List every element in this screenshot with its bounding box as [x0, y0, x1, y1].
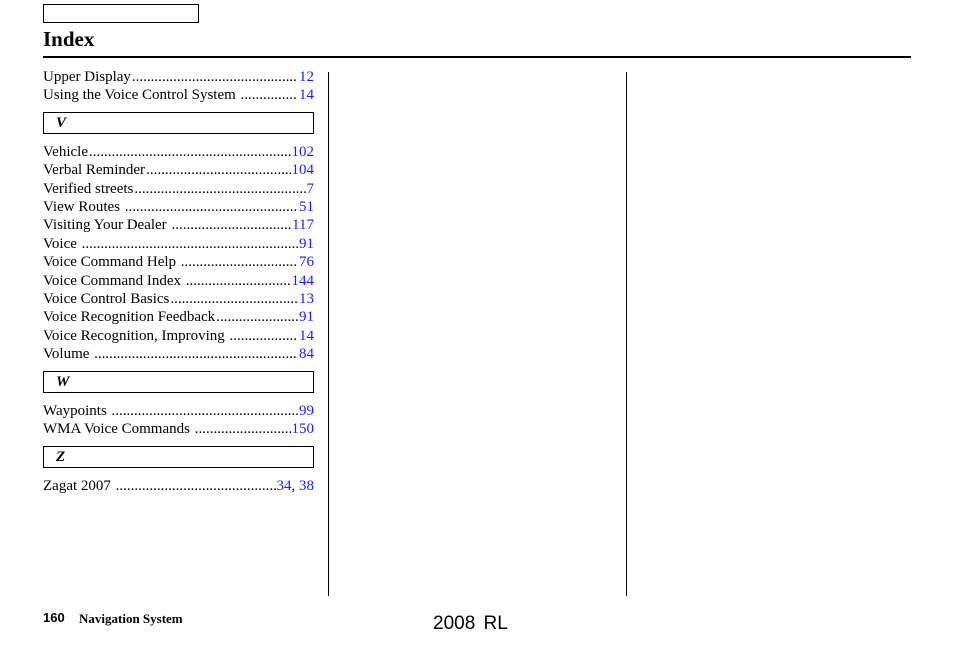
- index-term: Visiting Your Dealer: [43, 217, 171, 234]
- index-entry: [43, 402, 314, 420]
- column-divider-left: [328, 72, 329, 596]
- index-entry: [43, 161, 314, 179]
- index-entry: [43, 86, 314, 104]
- page-link[interactable]: 91: [299, 309, 314, 326]
- page-refs: [299, 345, 314, 363]
- index-term: Using the Voice Control System: [43, 87, 240, 104]
- index-entry: [43, 308, 314, 326]
- index-group: [43, 112, 314, 364]
- index-term: Upper Display: [43, 69, 131, 85]
- dot-leader: [186, 272, 291, 290]
- index-entry: [43, 477, 314, 495]
- page-refs: [299, 402, 314, 420]
- index-entry: [43, 327, 314, 345]
- dot-leader: [94, 345, 298, 363]
- footer-page-number: 160: [43, 610, 65, 625]
- page-refs: [307, 180, 315, 198]
- page-refs: [299, 327, 314, 345]
- page-refs: [277, 477, 315, 495]
- page-refs: [292, 143, 315, 161]
- dot-leader: [82, 235, 298, 253]
- dot-leader: [146, 161, 290, 179]
- index-entry: [43, 345, 314, 363]
- dot-leader: [89, 143, 291, 161]
- index-entry: [43, 216, 314, 234]
- page-link[interactable]: 51: [299, 199, 314, 216]
- index-term: WMA Voice Commands: [43, 421, 194, 438]
- index-entry: [43, 143, 314, 161]
- title-rule: [43, 56, 911, 58]
- page-refs: [299, 86, 314, 104]
- page-link[interactable]: 13: [299, 291, 314, 308]
- page-link[interactable]: 117: [292, 217, 314, 234]
- page-link[interactable]: 150: [291, 421, 314, 438]
- header-tab-box: [43, 4, 199, 23]
- page-link[interactable]: 14: [299, 87, 314, 104]
- index-term: Vehicle: [43, 143, 88, 160]
- page-refs: [299, 198, 314, 216]
- footer-section-name: Navigation System: [79, 611, 183, 626]
- letter-header: W: [43, 371, 314, 393]
- dot-leader: [125, 198, 298, 216]
- letter-header: V: [43, 112, 314, 134]
- dot-leader: [181, 253, 298, 271]
- index-term: Voice Recognition, Improving: [43, 327, 229, 344]
- page-link[interactable]: 14: [299, 327, 314, 344]
- index-term: Verbal Reminder: [43, 162, 146, 179]
- dot-leader: [216, 308, 298, 326]
- page-link[interactable]: 76: [299, 254, 314, 271]
- dot-leader: [134, 180, 305, 198]
- page-link[interactable]: 99: [299, 402, 314, 419]
- index-term: Volume: [43, 346, 94, 363]
- dot-leader: [112, 402, 298, 420]
- index-column: [43, 68, 314, 495]
- index-term: Zagat 2007: [43, 477, 115, 494]
- column-divider-right: [626, 72, 627, 596]
- page-link[interactable]: 144: [291, 272, 314, 289]
- index-group: [43, 446, 314, 495]
- index-term: Voice Control Basics: [43, 291, 170, 308]
- dot-leader: [195, 420, 291, 438]
- index-group: [43, 371, 314, 439]
- page-link[interactable]: 102: [291, 143, 314, 160]
- index-term: View Routes: [43, 199, 124, 216]
- index-entry: [43, 253, 314, 271]
- page-refs: [299, 68, 314, 86]
- page-refs: [292, 272, 315, 290]
- page-refs: [292, 420, 315, 438]
- page-separator: ,: [291, 477, 299, 494]
- index-entry: [43, 272, 314, 290]
- page-link[interactable]: 34: [276, 477, 292, 494]
- index-entry: [43, 420, 314, 438]
- dot-leader: [171, 216, 291, 234]
- index-term: Voice Command Index: [43, 272, 185, 289]
- page-link[interactable]: 104: [291, 162, 314, 179]
- index-entry: [43, 180, 314, 198]
- index-entry: [43, 290, 314, 308]
- dot-leader: [132, 68, 298, 86]
- page-link[interactable]: 91: [299, 235, 314, 252]
- page-link[interactable]: 7: [306, 180, 314, 197]
- page-refs: [292, 161, 315, 179]
- index-entry: [43, 235, 314, 253]
- index-group: [43, 68, 314, 105]
- page-refs: [299, 290, 314, 308]
- page-refs: [299, 235, 314, 253]
- page-link[interactable]: 84: [299, 346, 314, 363]
- page-title: Index: [43, 27, 95, 51]
- index-entry: [43, 198, 314, 216]
- index-term: Voice Command Help: [43, 254, 180, 271]
- index-term: Verified streets: [43, 180, 134, 197]
- page-refs: [299, 308, 314, 326]
- page-link[interactable]: 12: [299, 69, 314, 85]
- dot-leader: [116, 477, 276, 495]
- page-link[interactable]: 38: [299, 477, 314, 494]
- dot-leader: [170, 290, 298, 308]
- index-term: Voice: [43, 235, 81, 252]
- dot-leader: [230, 327, 298, 345]
- index-entry: [43, 68, 314, 86]
- index-term: Voice Recognition Feedback: [43, 309, 216, 326]
- dot-leader: [241, 86, 298, 104]
- page-refs: [299, 253, 314, 271]
- index-term: Waypoints: [43, 402, 111, 419]
- page-refs: [292, 216, 314, 234]
- footer-model-label: 2008 RL: [433, 613, 508, 634]
- letter-header: Z: [43, 446, 314, 468]
